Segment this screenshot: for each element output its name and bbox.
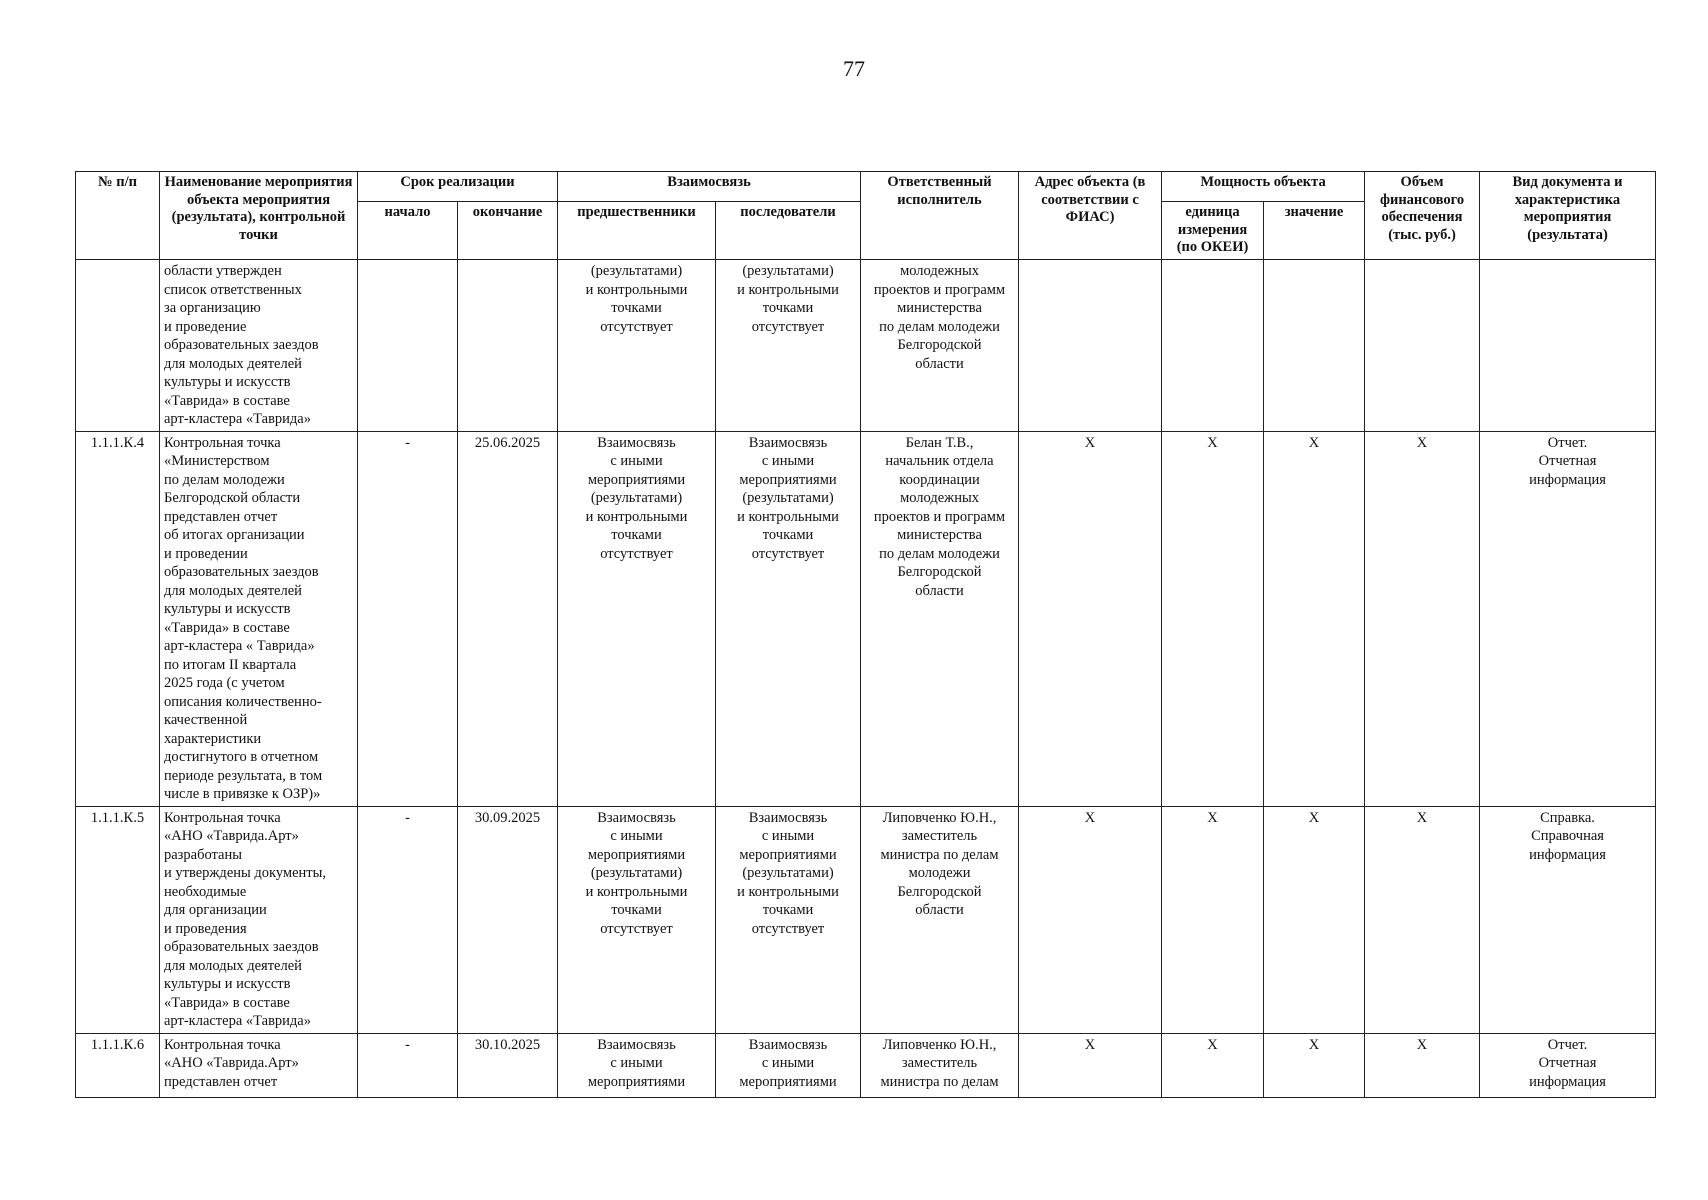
cell-document [1480,260,1656,432]
cell-unit: X [1162,806,1264,1033]
cell-value [1264,260,1365,432]
table-row [76,431,1656,806]
cell-name: Контрольная точка «АНО «Таврида.Арт» представлен отчет [160,1033,358,1097]
cell-predecessors: Взаимосвязь с иными мероприятиями (результатами) и контрольными точками отсутствует [558,431,716,806]
cell-end [458,260,558,432]
cell-document: Отчет. Отчетная информация [1480,1033,1656,1097]
cell-address: X [1019,431,1162,806]
cell-start: - [358,431,458,806]
cell-start: - [358,806,458,1033]
table-row [76,806,1656,1033]
cell-document: Справка. Справочная информация [1480,806,1656,1033]
header-finance: Объем финансового обеспечения (тыс. руб.) [1365,172,1480,260]
header-responsible: Ответственный исполнитель [861,172,1019,260]
cell-address: X [1019,806,1162,1033]
cell-name: Контрольная точка «Министерством по делам молодежи Белгородской области представлен отчет об итогах организации и проведении образовательных заездов для молодых деятелей культуры и искусств «Таврида» в составе арт-кластера « Таврида» по итогам II квартала 2025 года (с учетом описания количественно- качественной характеристики достигнутого в отчетном периоде результата, в том числе в привязке к ОЗР)» [160,431,358,806]
cell-num: 1.1.1.К.4 [76,431,160,806]
header-start: начало [358,202,458,260]
header-predecessors: предшественники [558,202,716,260]
cell-finance [1365,260,1480,432]
cell-finance: X [1365,806,1480,1033]
cell-predecessors: Взаимосвязь с иными мероприятиями (результатами) и контрольными точками отсутствует [558,806,716,1033]
cell-unit [1162,260,1264,432]
header-document: Вид документа и характеристика мероприятия (результата) [1480,172,1656,260]
header-link: Взаимосвязь [558,172,861,202]
cell-responsible: молодежных проектов и программ министерства по делам молодежи Белгородской области [861,260,1019,432]
cell-predecessors: Взаимосвязь с иными мероприятиями [558,1033,716,1097]
cell-address [1019,260,1162,432]
header-num: № п/п [76,172,160,260]
cell-finance: X [1365,1033,1480,1097]
cell-start: - [358,1033,458,1097]
cell-successors: Взаимосвязь с иными мероприятиями [716,1033,861,1097]
cell-unit: X [1162,1033,1264,1097]
table-row [76,260,1656,432]
cell-end: 30.09.2025 [458,806,558,1033]
cell-num: 1.1.1.К.6 [76,1033,160,1097]
cell-address: X [1019,1033,1162,1097]
header-unit: единица измерения (по ОКЕИ) [1162,202,1264,260]
cell-name: области утвержден список ответственных за организацию и проведение образовательных заездов для молодых деятелей культуры и искусств «Таврида» в составе арт-кластера «Таврида» [160,260,358,432]
header-value: значение [1264,202,1365,260]
cell-value: X [1264,806,1365,1033]
cell-name: Контрольная точка «АНО «Таврида.Арт» разработаны и утверждены документы, необходимые для организации и проведения образовательных заездов для молодых деятелей культуры и искусств «Таврида» в составе арт-кластера «Таврида» [160,806,358,1033]
page-number: 77 [843,56,865,81]
cell-value: X [1264,1033,1365,1097]
header-end: окончание [458,202,558,260]
cell-responsible: Белан Т.В., начальник отдела координации молодежных проектов и программ министерства по делам молодежи Белгородской области [861,431,1019,806]
cell-start [358,260,458,432]
cell-responsible: Липовченко Ю.Н., заместитель министра по делам молодежи Белгородской области [861,806,1019,1033]
cell-num: 1.1.1.К.5 [76,806,160,1033]
header-address: Адрес объекта (в соответствии с ФИАС) [1019,172,1162,260]
cell-predecessors: (результатами) и контрольными точками отсутствует [558,260,716,432]
header-name: Наименование мероприятия объекта мероприятия (результата), контрольной точки [160,172,358,260]
cell-end: 30.10.2025 [458,1033,558,1097]
cell-end: 25.06.2025 [458,431,558,806]
cell-successors: Взаимосвязь с иными мероприятиями (результатами) и контрольными точками отсутствует [716,806,861,1033]
cell-responsible: Липовченко Ю.Н., заместитель министра по делам [861,1033,1019,1097]
header-period: Срок реализации [358,172,558,202]
header-capacity: Мощность объекта [1162,172,1365,202]
cell-unit: X [1162,431,1264,806]
plan-table [75,171,1656,1098]
cell-successors: Взаимосвязь с иными мероприятиями (результатами) и контрольными точками отсутствует [716,431,861,806]
cell-num [76,260,160,432]
cell-value: X [1264,431,1365,806]
cell-document: Отчет. Отчетная информация [1480,431,1656,806]
table-row [76,1033,1656,1097]
header-row-1 [76,172,1656,202]
cell-finance: X [1365,431,1480,806]
cell-successors: (результатами) и контрольными точками отсутствует [716,260,861,432]
header-successors: последователи [716,202,861,260]
